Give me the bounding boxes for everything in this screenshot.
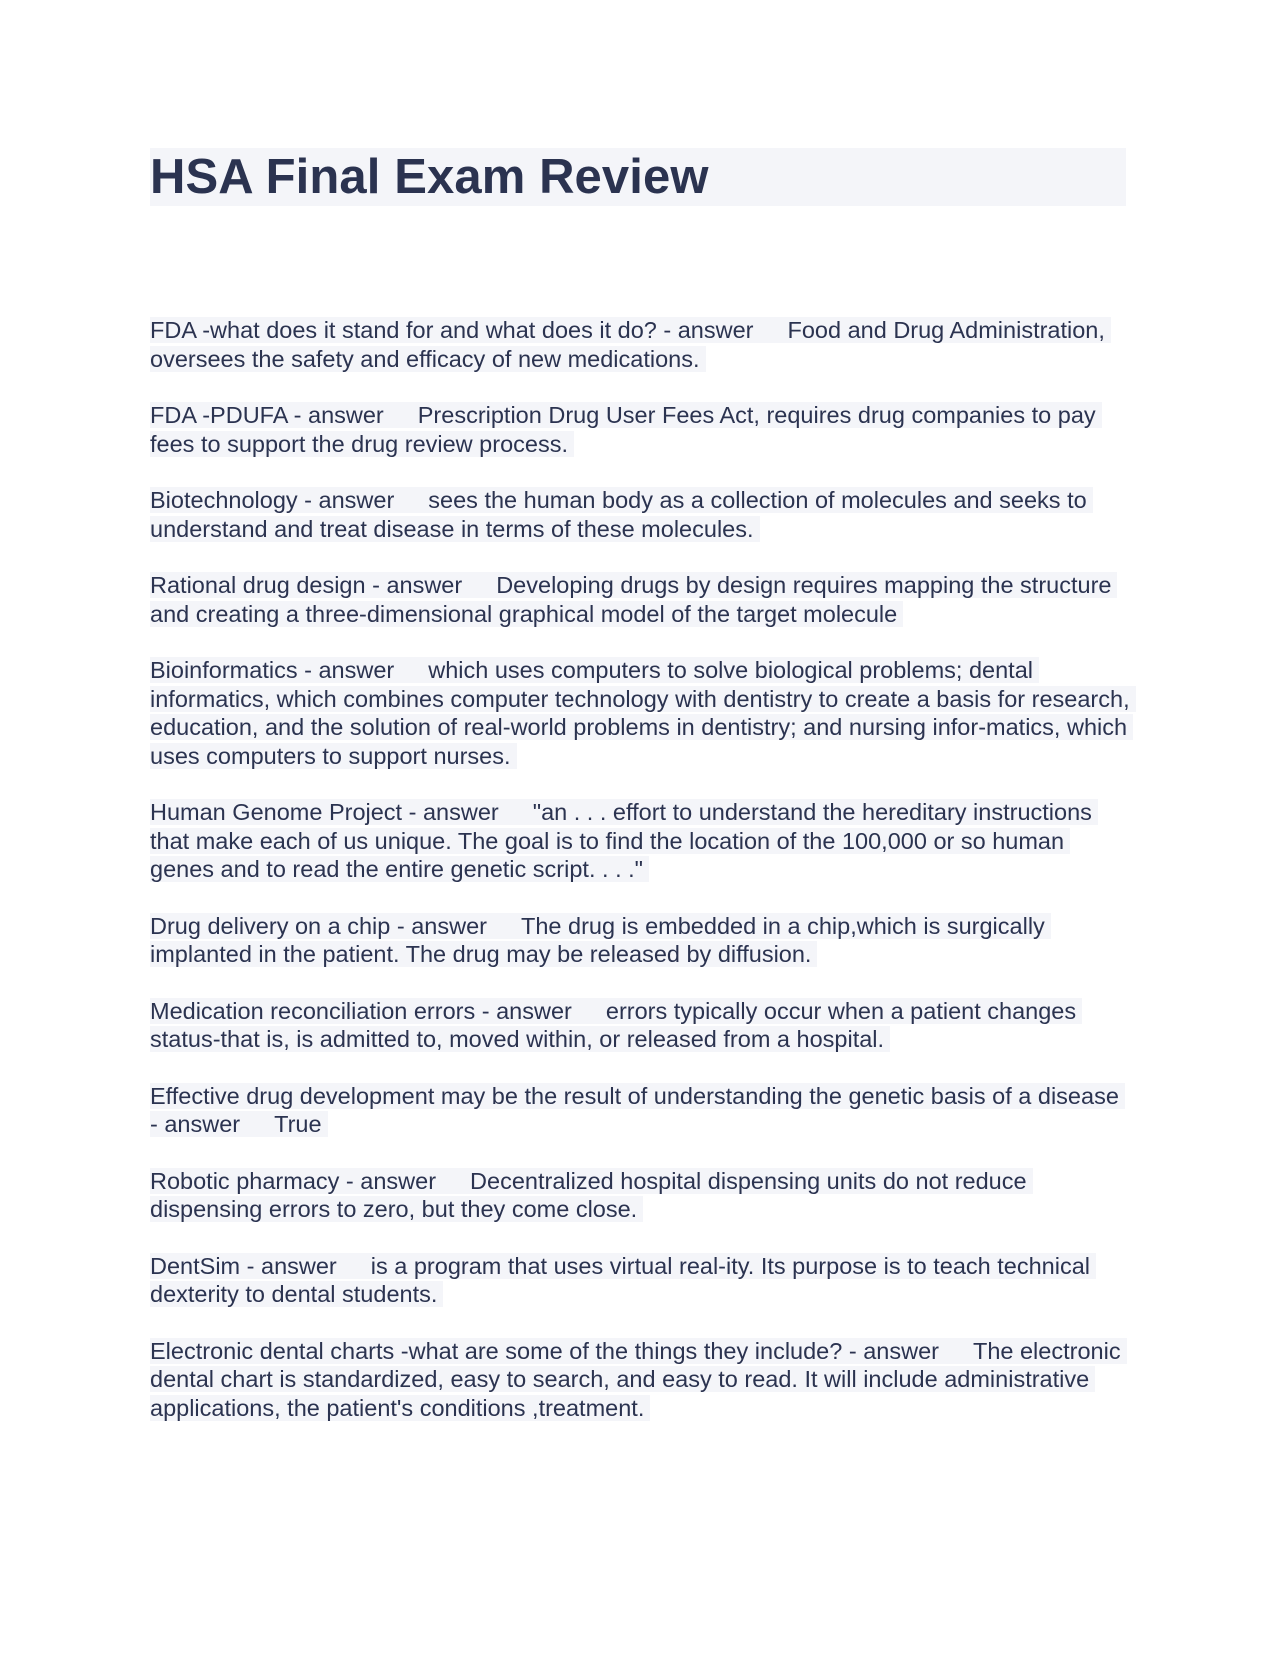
flashcard-entry	[150, 316, 1130, 373]
flashcard-entry	[150, 997, 1130, 1054]
document-page	[150, 148, 1130, 1450]
entry-term: Robotic pharmacy - answer	[150, 1167, 437, 1194]
flashcard-entry	[150, 571, 1130, 628]
entry-term: Medication reconciliation errors - answer	[150, 997, 572, 1024]
page-title: HSA Final Exam Review	[150, 150, 709, 204]
entry-term: Rational drug design - answer	[150, 572, 463, 598]
entry-definition: The electronic dental chart is standardized, easy to search, and easy to read. It will include administrative applications, the patient's conditions ,treatment.	[150, 1337, 1121, 1421]
entry-definition: Decentralized hospital dispensing units do not reduce dispensing errors to zero, but they come close.	[150, 1167, 1027, 1222]
entry-definition: True	[274, 1111, 322, 1137]
entry-definition: sees the human body as a collection of molecules and seeks to understand and treat disease in terms of these molecules.	[150, 487, 1087, 542]
entry-definition: "an . . . effort to understand the hereditary instructions that make each of us unique. The goal is to find the location of the 100,000 or so human genes and to read the entire genetic script. . . ."	[150, 799, 1092, 882]
entry-term: DentSim - answer	[150, 1252, 337, 1279]
entry-definition: which uses computers to solve biological problems; dental informatics, which combines computer technology with dentistry to create a basis for research, education, and the solution of real-world problems in dentistry; and nursing infor-matics, which uses computers to support nurses.	[150, 657, 1130, 769]
flashcard-entry	[150, 912, 1130, 969]
flashcard-entry	[150, 1252, 1130, 1309]
entry-definition: The drug is embedded in a chip,which is surgically implanted in the patient. The drug may be released by diffusion.	[150, 912, 1045, 967]
flashcard-list	[150, 316, 1130, 1422]
entry-term: Drug delivery on a chip - answer	[150, 912, 487, 939]
flashcard-entry	[150, 656, 1130, 770]
entry-definition: Food and Drug Administration, oversees the safety and efficacy of new medications.	[150, 317, 1105, 372]
entry-term: Effective drug development may be the result of understanding the genetic basis of a disease - answer	[150, 1082, 1119, 1137]
flashcard-entry	[150, 1167, 1130, 1224]
entry-term: FDA -PDUFA - answer	[150, 402, 384, 428]
entry-definition: errors typically occur when a patient changes status-that is, is admitted to, moved within, or released from a hospital.	[150, 997, 1077, 1052]
flashcard-entry	[150, 401, 1130, 458]
entry-term: FDA -what does it stand for and what does it do? - answer	[150, 317, 754, 343]
entry-term: Biotechnology - answer	[150, 487, 395, 513]
entry-definition: Prescription Drug User Fees Act, requires drug companies to pay fees to support the drug review process.	[150, 402, 1096, 457]
flashcard-entry	[150, 486, 1130, 543]
flashcard-entry	[150, 798, 1130, 884]
entry-term: Bioinformatics - answer	[150, 657, 395, 683]
flashcard-entry	[150, 1337, 1130, 1423]
entry-term: Human Genome Project - answer	[150, 799, 499, 825]
entry-definition: Developing drugs by design requires mapping the structure and creating a three-dimensional graphical model of the target molecule	[150, 572, 1112, 627]
entry-definition: is a program that uses virtual real-ity. Its purpose is to teach technical dexterity to dental students.	[150, 1252, 1091, 1307]
entry-term: Electronic dental charts -what are some of the things they include? - answer	[150, 1337, 939, 1364]
title-bar	[150, 148, 1126, 206]
flashcard-entry	[150, 1082, 1130, 1139]
